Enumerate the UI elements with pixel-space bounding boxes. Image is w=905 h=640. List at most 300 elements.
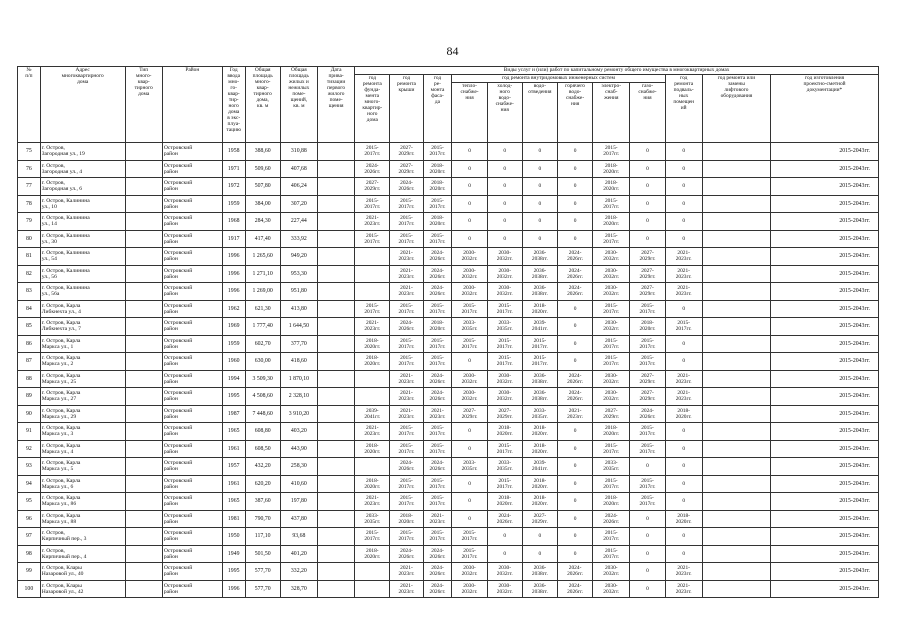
basement-cell: 2021- 2023гг. <box>665 580 702 598</box>
foundation-cell: 2015- 2017гг. <box>355 230 390 248</box>
electric-cell: 2018- 2020гг. <box>593 213 630 231</box>
year-cell: 1960 <box>222 353 245 371</box>
sewer-cell: 2039- 2041гг. <box>522 318 557 336</box>
sewer-cell: 2036- 2038гг. <box>522 283 557 301</box>
privatization-cell <box>317 283 354 301</box>
electric-cell: 2015- 2017гг. <box>593 545 630 563</box>
living-area-cell: 2 328,10 <box>280 388 317 406</box>
electric-cell: 2018- 2020гг. <box>593 493 630 511</box>
district-cell: Островский район <box>162 300 222 318</box>
hot-water-cell: 2024- 2026гг. <box>557 370 592 388</box>
total-area-cell: 417,40 <box>245 230 280 248</box>
row-number: 85 <box>18 318 41 336</box>
facade-cell: 2015- 2017гг. <box>423 440 452 458</box>
foundation-cell: 2027- 2029гг. <box>355 178 390 196</box>
elevator-cell <box>702 475 770 493</box>
sewer-cell: 2033- 2035гг. <box>522 405 557 423</box>
table-row <box>18 423 879 441</box>
year-cell: 1995 <box>222 388 245 406</box>
living-area-cell: 377,70 <box>280 335 317 353</box>
privatization-cell <box>317 300 354 318</box>
electric-cell: 2033- 2035гг. <box>593 458 630 476</box>
docs-cell: 2015-2043гг. <box>771 143 879 161</box>
table-row <box>18 545 879 563</box>
header-foundation: год ремонта фунда- мента много- квартир- ного дома <box>355 75 390 143</box>
total-area-cell: 1 265,60 <box>245 248 280 266</box>
heat-cell: 0 <box>452 143 487 161</box>
hot-water-cell: 2024- 2026гг. <box>557 580 592 598</box>
electric-cell: 2030- 2032гг. <box>593 318 630 336</box>
table-row <box>18 230 879 248</box>
living-area-cell: 227,44 <box>280 213 317 231</box>
row-number: 77 <box>18 178 41 196</box>
cold-water-cell: 2018- 2020гг. <box>487 493 522 511</box>
gas-cell: 2015- 2017гг. <box>630 493 665 511</box>
facade-cell: 2015- 2017гг. <box>423 230 452 248</box>
address-cell: г. Остров, Загородная ул., 19 <box>40 143 125 161</box>
address-cell: г. Остров, Карла Маркса ул., 1 <box>40 335 125 353</box>
facade-cell: 2024- 2026гг. <box>423 458 452 476</box>
cold-water-cell: 0 <box>487 213 522 231</box>
district-cell: Островский район <box>162 195 222 213</box>
type-cell <box>125 265 162 283</box>
type-cell <box>125 213 162 231</box>
sewer-cell: 0 <box>522 213 557 231</box>
district-cell: Островский район <box>162 388 222 406</box>
heat-cell: 2033- 2035гг. <box>452 318 487 336</box>
district-cell: Островский район <box>162 230 222 248</box>
total-area-cell: 387,60 <box>245 493 280 511</box>
type-cell <box>125 178 162 196</box>
basement-cell: 0 <box>665 528 702 546</box>
cold-water-cell: 2030- 2032гг. <box>487 388 522 406</box>
gas-cell: 2015- 2017гг. <box>630 335 665 353</box>
type-cell <box>125 283 162 301</box>
table-row <box>18 213 879 231</box>
type-cell <box>125 440 162 458</box>
address-cell: г. Остров, Калинина ул., 30 <box>40 230 125 248</box>
roof-cell: 2018- 2020гг. <box>390 510 423 528</box>
heat-cell: 0 <box>452 160 487 178</box>
total-area-cell: 507,80 <box>245 178 280 196</box>
type-cell <box>125 195 162 213</box>
address-cell: г. Остров, Кирпичный пер., 4 <box>40 545 125 563</box>
header-docs: год изготовления проектно-сметной документации* <box>771 75 879 143</box>
docs-cell: 2015-2043гг. <box>771 370 879 388</box>
type-cell <box>125 248 162 266</box>
total-area-cell: 7 448,60 <box>245 405 280 423</box>
facade-cell: 2024- 2026гг. <box>423 580 452 598</box>
sewer-cell: 0 <box>522 178 557 196</box>
address-cell: г. Остров, Карла Маркса ул., 6 <box>40 475 125 493</box>
basement-cell: 2021- 2023гг. <box>665 563 702 581</box>
year-cell: 1958 <box>222 143 245 161</box>
cold-water-cell: 0 <box>487 230 522 248</box>
row-number: 81 <box>18 248 41 266</box>
hot-water-cell: 0 <box>557 335 592 353</box>
privatization-cell <box>317 160 354 178</box>
district-cell: Островский район <box>162 143 222 161</box>
total-area-cell: 284,30 <box>245 213 280 231</box>
year-cell: 1965 <box>222 493 245 511</box>
hot-water-cell: 0 <box>557 178 592 196</box>
gas-cell: 2027- 2029гг. <box>630 265 665 283</box>
living-area-cell: 333,92 <box>280 230 317 248</box>
cold-water-cell: 2027- 2029гг. <box>487 405 522 423</box>
header-elevator: год ремонта или замены лифтового оборудования <box>702 75 770 143</box>
elevator-cell <box>702 213 770 231</box>
electric-cell: 2015- 2017гг. <box>593 475 630 493</box>
table-row <box>18 563 879 581</box>
privatization-cell <box>317 510 354 528</box>
docs-cell: 2015-2043гг. <box>771 353 879 371</box>
sewer-cell: 0 <box>522 160 557 178</box>
address-cell: г. Остров, Карла Маркса ул., 86 <box>40 493 125 511</box>
electric-cell: 2018- 2020гг. <box>593 423 630 441</box>
gas-cell: 2024- 2026гг. <box>630 405 665 423</box>
cold-water-cell: 2015- 2017гг. <box>487 300 522 318</box>
row-number: 89 <box>18 388 41 406</box>
elevator-cell <box>702 388 770 406</box>
facade-cell: 2015- 2017гг. <box>423 493 452 511</box>
year-cell: 1959 <box>222 195 245 213</box>
sewer-cell: 2036- 2038гг. <box>522 388 557 406</box>
total-area-cell: 577,70 <box>245 580 280 598</box>
electric-cell: 2015- 2017гг. <box>593 335 630 353</box>
gas-cell: 0 <box>630 213 665 231</box>
privatization-cell <box>317 353 354 371</box>
roof-cell: 2015- 2017гг. <box>390 335 423 353</box>
header-total-area: Общая площадь много- квар- тирного дома, кв. м <box>245 67 280 143</box>
docs-cell: 2015-2043гг. <box>771 265 879 283</box>
cold-water-cell: 2030- 2032гг. <box>487 580 522 598</box>
roof-cell: 2021- 2023гг. <box>390 283 423 301</box>
sewer-cell: 2018- 2020гг. <box>522 440 557 458</box>
sewer-cell: 2036- 2038гг. <box>522 265 557 283</box>
heat-cell: 0 <box>452 178 487 196</box>
living-area-cell: 1 870,10 <box>280 370 317 388</box>
heat-cell: 2030- 2032гг. <box>452 580 487 598</box>
table-row <box>18 440 879 458</box>
roof-cell: 2024- 2026гг. <box>390 458 423 476</box>
type-cell <box>125 388 162 406</box>
docs-cell: 2015-2043гг. <box>771 580 879 598</box>
table-row <box>18 353 879 371</box>
living-area-cell: 413,80 <box>280 300 317 318</box>
facade-cell: 2018- 2020гг. <box>423 160 452 178</box>
hot-water-cell: 0 <box>557 423 592 441</box>
electric-cell: 2015- 2017гг. <box>593 230 630 248</box>
row-number: 80 <box>18 230 41 248</box>
year-cell: 1994 <box>222 370 245 388</box>
basement-cell: 0 <box>665 545 702 563</box>
foundation-cell: 2018- 2020гг. <box>355 545 390 563</box>
roof-cell: 2027- 2029гг. <box>390 143 423 161</box>
district-cell: Островский район <box>162 423 222 441</box>
basement-cell: 0 <box>665 300 702 318</box>
cold-water-cell: 2030- 2032гг. <box>487 563 522 581</box>
roof-cell: 2015- 2017гг. <box>390 475 423 493</box>
header-gas: газо- снабже- ния <box>630 83 665 143</box>
row-number: 84 <box>18 300 41 318</box>
sewer-cell: 2027- 2029гг. <box>522 510 557 528</box>
roof-cell: 2015- 2017гг. <box>390 195 423 213</box>
total-area-cell: 608,50 <box>245 440 280 458</box>
header-sewer: водо- отведения <box>522 83 557 143</box>
roof-cell: 2015- 2017гг. <box>390 213 423 231</box>
electric-cell: 2015- 2017гг. <box>593 143 630 161</box>
docs-cell: 2015-2043гг. <box>771 160 879 178</box>
address-cell: г. Остров, Калинина ул., 56 <box>40 265 125 283</box>
gas-cell: 0 <box>630 545 665 563</box>
district-cell: Островский район <box>162 160 222 178</box>
facade-cell: 2021- 2023гг. <box>423 405 452 423</box>
header-living-area: Общая площадь жилых и нежилых поме- щений, кв. м <box>280 67 317 143</box>
total-area-cell: 1 269,00 <box>245 283 280 301</box>
hot-water-cell: 0 <box>557 545 592 563</box>
district-cell: Островский район <box>162 563 222 581</box>
roof-cell: 2024- 2026гг. <box>390 178 423 196</box>
row-number: 82 <box>18 265 41 283</box>
table-row <box>18 248 879 266</box>
header-services-group: Виды услуг и (или) работ по капитальному ремонту общего имущества в многоквартирных домах <box>355 67 879 75</box>
table-row <box>18 475 879 493</box>
privatization-cell <box>317 318 354 336</box>
privatization-cell <box>317 213 354 231</box>
year-cell: 1987 <box>222 405 245 423</box>
type-cell <box>125 300 162 318</box>
gas-cell: 0 <box>630 230 665 248</box>
capital-repair-table <box>17 66 879 598</box>
district-cell: Островский район <box>162 493 222 511</box>
header-cold-water: холод- ного водо- снабже- ния <box>487 83 522 143</box>
year-cell: 1949 <box>222 545 245 563</box>
header-privatization-date: Дата прива- тизации первого жилого поме- щения <box>317 67 354 143</box>
docs-cell: 2015-2043гг. <box>771 213 879 231</box>
basement-cell: 0 <box>665 423 702 441</box>
electric-cell: 2030- 2032гг. <box>593 388 630 406</box>
privatization-cell <box>317 405 354 423</box>
type-cell <box>125 230 162 248</box>
type-cell <box>125 510 162 528</box>
hot-water-cell: 0 <box>557 318 592 336</box>
docs-cell: 2015-2043гг. <box>771 388 879 406</box>
total-area-cell: 790,70 <box>245 510 280 528</box>
address-cell: г. Остров, Калинина ул., 14 <box>40 213 125 231</box>
gas-cell: 2027- 2029гг. <box>630 283 665 301</box>
elevator-cell <box>702 335 770 353</box>
address-cell: г. Остров, Карла Маркса ул., 4 <box>40 440 125 458</box>
basement-cell: 2021- 2023гг. <box>665 370 702 388</box>
hot-water-cell: 0 <box>557 528 592 546</box>
foundation-cell: 2021- 2023гг. <box>355 318 390 336</box>
electric-cell: 2027- 2029гг. <box>593 405 630 423</box>
living-area-cell: 1 644,50 <box>280 318 317 336</box>
year-cell: 1968 <box>222 213 245 231</box>
table-row <box>18 195 879 213</box>
row-number: 97 <box>18 528 41 546</box>
basement-cell: 2018- 2020гг. <box>665 405 702 423</box>
address-cell: г. Остров, Загородная ул., 4 <box>40 160 125 178</box>
address-cell: г. Остров, Карла Либкнехта ул., 4 <box>40 300 125 318</box>
type-cell <box>125 545 162 563</box>
heat-cell: 0 <box>452 440 487 458</box>
elevator-cell <box>702 178 770 196</box>
row-number: 92 <box>18 440 41 458</box>
hot-water-cell: 0 <box>557 493 592 511</box>
roof-cell: 2015- 2017гг. <box>390 353 423 371</box>
gas-cell: 0 <box>630 528 665 546</box>
foundation-cell: 2015- 2017гг. <box>355 528 390 546</box>
cold-water-cell: 0 <box>487 195 522 213</box>
hot-water-cell: 2024- 2026гг. <box>557 563 592 581</box>
table-row <box>18 300 879 318</box>
roof-cell: 2021- 2023гг. <box>390 265 423 283</box>
elevator-cell <box>702 248 770 266</box>
foundation-cell: 2015- 2017гг. <box>355 195 390 213</box>
roof-cell: 2015- 2017гг. <box>390 423 423 441</box>
basement-cell: 0 <box>665 160 702 178</box>
docs-cell: 2015-2043гг. <box>771 230 879 248</box>
row-number: 91 <box>18 423 41 441</box>
privatization-cell <box>317 335 354 353</box>
gas-cell: 2027- 2029гг. <box>630 388 665 406</box>
total-area-cell: 3 509,30 <box>245 370 280 388</box>
header-electric: электро- снаб- жения <box>593 83 630 143</box>
gas-cell: 0 <box>630 143 665 161</box>
heat-cell: 2015- 2017гг. <box>452 300 487 318</box>
type-cell <box>125 423 162 441</box>
hot-water-cell: 0 <box>557 300 592 318</box>
docs-cell: 2015-2043гг. <box>771 493 879 511</box>
foundation-cell: 2021- 2023гг. <box>355 493 390 511</box>
privatization-cell <box>317 195 354 213</box>
heat-cell: 2030- 2032гг. <box>452 248 487 266</box>
basement-cell: 2021- 2023гг. <box>665 388 702 406</box>
privatization-cell <box>317 528 354 546</box>
foundation-cell: 2015- 2017гг. <box>355 300 390 318</box>
living-area-cell: 258,30 <box>280 458 317 476</box>
table-row <box>18 370 879 388</box>
address-cell: г. Остров, Кирпичный пер., 3 <box>40 528 125 546</box>
address-cell: г. Остров, Карла Маркса ул., 2 <box>40 353 125 371</box>
living-area-cell: 443,90 <box>280 440 317 458</box>
year-cell: 1950 <box>222 528 245 546</box>
header-basement: год ремонта подваль- ных помещен ий <box>665 75 702 143</box>
year-cell: 1957 <box>222 458 245 476</box>
foundation-cell: 2018- 2020гг. <box>355 335 390 353</box>
docs-cell: 2015-2043гг. <box>771 563 879 581</box>
docs-cell: 2015-2043гг. <box>771 335 879 353</box>
foundation-cell <box>355 458 390 476</box>
elevator-cell <box>702 528 770 546</box>
heat-cell: 0 <box>452 195 487 213</box>
district-cell: Островский район <box>162 440 222 458</box>
type-cell <box>125 160 162 178</box>
foundation-cell: 2021- 2023гг. <box>355 423 390 441</box>
heat-cell: 2033- 2035гг. <box>452 458 487 476</box>
heat-cell: 0 <box>452 493 487 511</box>
basement-cell: 2018- 2020гг. <box>665 510 702 528</box>
privatization-cell <box>317 545 354 563</box>
elevator-cell <box>702 545 770 563</box>
cold-water-cell: 0 <box>487 545 522 563</box>
elevator-cell <box>702 283 770 301</box>
header-roof: год ремонта крыши <box>390 75 423 143</box>
hot-water-cell: 2024- 2026гг. <box>557 265 592 283</box>
elevator-cell <box>702 300 770 318</box>
elevator-cell <box>702 195 770 213</box>
year-cell: 1972 <box>222 178 245 196</box>
table-row <box>18 143 879 161</box>
docs-cell: 2015-2043гг. <box>771 178 879 196</box>
heat-cell: 0 <box>452 510 487 528</box>
sewer-cell: 0 <box>522 195 557 213</box>
privatization-cell <box>317 423 354 441</box>
district-cell: Островский район <box>162 178 222 196</box>
foundation-cell: 2018- 2020гг. <box>355 475 390 493</box>
heat-cell: 2030- 2032гг. <box>452 563 487 581</box>
living-area-cell: 951,80 <box>280 283 317 301</box>
basement-cell: 0 <box>665 353 702 371</box>
heat-cell: 0 <box>452 475 487 493</box>
facade-cell: 2018- 2020гг. <box>423 178 452 196</box>
electric-cell: 2015- 2017гг. <box>593 300 630 318</box>
facade-cell: 2024- 2026гг. <box>423 545 452 563</box>
row-number: 98 <box>18 545 41 563</box>
table-row <box>18 318 879 336</box>
cold-water-cell: 0 <box>487 143 522 161</box>
hot-water-cell: 0 <box>557 213 592 231</box>
heat-cell: 2015- 2017гг. <box>452 545 487 563</box>
facade-cell: 2024- 2026гг. <box>423 388 452 406</box>
total-area-cell: 577,70 <box>245 563 280 581</box>
header-facade: год ре- монта фаса- да <box>423 75 452 143</box>
address-cell: г. Остров, Калинина ул., 54 <box>40 248 125 266</box>
facade-cell: 2024- 2026гг. <box>423 265 452 283</box>
foundation-cell: 2018- 2020гг. <box>355 440 390 458</box>
facade-cell: 2018- 2020гг. <box>423 213 452 231</box>
living-area-cell: 437,80 <box>280 510 317 528</box>
header-systems-group: год ремонта внутридомовых инженерных систем <box>452 75 665 83</box>
hot-water-cell: 0 <box>557 475 592 493</box>
page-number: 84 <box>446 44 459 58</box>
address-cell: г. Остров, Карла Маркса ул., 3 <box>40 423 125 441</box>
total-area-cell: 1 271,10 <box>245 265 280 283</box>
row-number: 90 <box>18 405 41 423</box>
year-cell: 1917 <box>222 230 245 248</box>
total-area-cell: 602,70 <box>245 335 280 353</box>
privatization-cell <box>317 563 354 581</box>
total-area-cell: 509,60 <box>245 160 280 178</box>
living-area-cell: 410,60 <box>280 475 317 493</box>
cold-water-cell: 2030- 2032гг. <box>487 248 522 266</box>
table-row <box>18 388 879 406</box>
facade-cell: 2015- 2017гг. <box>423 143 452 161</box>
district-cell: Островский район <box>162 545 222 563</box>
electric-cell: 2030- 2032гг. <box>593 248 630 266</box>
elevator-cell <box>702 353 770 371</box>
electric-cell: 2030- 2032гг. <box>593 265 630 283</box>
elevator-cell <box>702 143 770 161</box>
district-cell: Островский район <box>162 528 222 546</box>
privatization-cell <box>317 580 354 598</box>
living-area-cell: 406,24 <box>280 178 317 196</box>
roof-cell: 2021- 2023гг. <box>390 388 423 406</box>
district-cell: Островский район <box>162 353 222 371</box>
type-cell <box>125 563 162 581</box>
docs-cell: 2015-2043гг. <box>771 248 879 266</box>
